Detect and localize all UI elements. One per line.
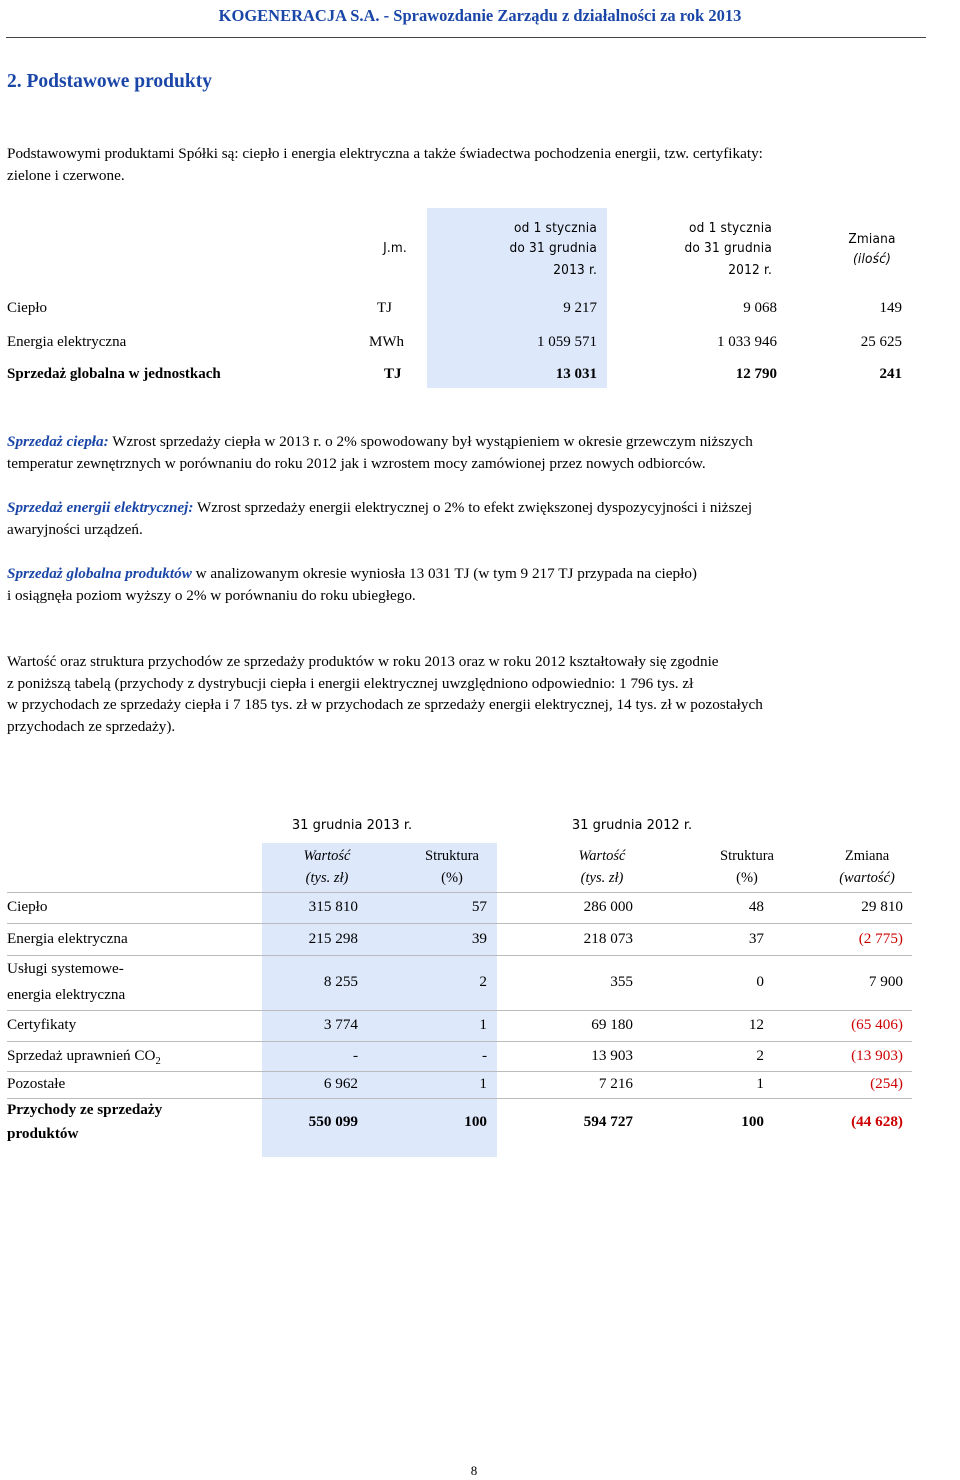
page-number: 8	[470, 1463, 478, 1478]
row-divider	[7, 923, 912, 924]
row-divider	[7, 1041, 912, 1042]
row-change: 149	[879, 300, 902, 316]
row-change: (13 903)	[851, 1047, 903, 1064]
para-lead: Sprzedaż globalna produktów	[7, 565, 192, 582]
row-value-2013: 6 962	[323, 1075, 358, 1092]
para-text: Wzrost sprzedaży energii elektrycznej o 2% to efekt zwiększonej dyspozycyjności i niższej	[193, 499, 753, 516]
row-label-line2: energia elektryczna	[7, 986, 126, 1003]
para-lead: Sprzedaż ciepła:	[7, 433, 109, 450]
row-value-2012: 9 068	[743, 300, 777, 316]
document-header: KOGENERACJA S.A. - Sprawozdanie Zarządu z działalności za rok 2013	[218, 6, 742, 25]
row-value-2012: 355	[610, 973, 633, 990]
row-label: Pozostałe	[7, 1075, 66, 1092]
row-structure-2013: 1	[479, 1016, 487, 1033]
intro-paragraph	[7, 143, 955, 186]
row-change: 25 625	[860, 334, 902, 350]
electricity-sales-paragraph	[7, 497, 955, 540]
row-value-2013: -	[352, 1047, 358, 1064]
row-label: Ciepło	[7, 898, 48, 915]
para-line	[7, 431, 955, 453]
row-structure-2012: 100	[741, 1113, 764, 1130]
row-value-2012: 7 216	[598, 1075, 633, 1092]
change-header: Zmiana	[848, 231, 896, 247]
row-value-2013: 3 774	[323, 1016, 358, 1033]
row-label: Przychody ze sprzedaży	[7, 1101, 163, 1118]
row-change: (254)	[870, 1075, 903, 1092]
para-line: Wartość oraz struktura przychodów ze sprzedaży produktów w roku 2013 oraz w roku 2012 kształtowały się zgodnie	[7, 653, 719, 670]
row-value-2013: 13 031	[555, 366, 597, 382]
intro-line: zielone i czerwone.	[7, 166, 125, 184]
row-structure-2013: 2	[479, 973, 487, 990]
row-structure-2012: 0	[756, 973, 764, 990]
col-2013-header-line: do 31 grudnia	[509, 240, 597, 256]
structure-header-unit: (%)	[441, 870, 463, 886]
change-header-sub: (ilość)	[852, 251, 892, 267]
row-label	[7, 1045, 161, 1073]
row-label-line2: produktów	[7, 1125, 79, 1142]
heat-sales-paragraph	[7, 431, 955, 474]
change-header-unit: (wartość)	[839, 870, 895, 886]
row-change: 241	[879, 366, 902, 382]
col-2012-header-line: 2012 r.	[728, 262, 772, 278]
para-line	[7, 563, 955, 585]
header-divider	[6, 37, 926, 38]
row-unit: TJ	[384, 366, 402, 382]
row-divider	[7, 955, 912, 956]
period-2013-header: 31 grudnia 2013 r.	[291, 818, 413, 833]
global-sales-paragraph	[7, 563, 955, 606]
row-change: 7 900	[868, 973, 903, 990]
row-structure-2012: 12	[748, 1016, 764, 1033]
para-line	[7, 497, 955, 519]
row-structure-2013: 39	[471, 930, 487, 947]
row-change: (44 628)	[851, 1113, 903, 1130]
structure-header: Struktura	[425, 848, 479, 864]
row-value-2012: 13 903	[591, 1047, 633, 1064]
row-label: Energia elektryczna	[7, 930, 128, 947]
para-line: i osiągnęła poziom wyższy o 2% w porównaniu do roku ubiegłego.	[7, 586, 416, 604]
structure-header-unit: (%)	[736, 870, 758, 886]
section-title: 2. Podstawowe produkty	[7, 71, 212, 92]
production-table	[7, 208, 907, 388]
revenue-paragraph	[7, 651, 955, 737]
row-value-2012: 1 033 946	[717, 334, 777, 350]
change-header: Zmiana	[844, 848, 890, 864]
period-2012-header: 31 grudnia 2012 r.	[571, 818, 693, 833]
row-divider	[7, 1010, 912, 1011]
row-value-2013: 9 217	[563, 300, 597, 316]
row-label: Usługi systemowe-	[7, 960, 124, 977]
row-structure-2013: 1	[479, 1075, 487, 1092]
para-text: Wzrost sprzedaży ciepła w 2013 r. o 2% spowodowany był wystąpieniem w okresie grzewczym niższych	[108, 433, 753, 450]
row-value-2012: 286 000	[583, 898, 633, 915]
row-value-2013: 8 255	[323, 973, 358, 990]
para-lead: Sprzedaż energii elektrycznej:	[7, 499, 194, 516]
para-line: awaryjności urządzeń.	[7, 520, 143, 538]
row-structure-2012: 2	[756, 1047, 764, 1064]
row-label-text: Sprzedaż uprawnień CO	[7, 1047, 156, 1064]
structure-header: Struktura	[720, 848, 774, 864]
row-structure-2013: -	[481, 1047, 487, 1064]
row-label-subscript: 2	[155, 1056, 161, 1068]
value-header-unit: (tys. zł)	[580, 870, 624, 886]
row-unit: TJ	[377, 300, 392, 316]
para-line: przychodach ze sprzedaży).	[7, 717, 176, 735]
revenue-table	[7, 815, 912, 1155]
row-structure-2013: 57	[471, 898, 487, 915]
row-label: Sprzedaż globalna w jednostkach	[7, 366, 221, 382]
para-line: w przychodach ze sprzedaży ciepła i 7 185 tys. zł w przychodach ze sprzedaży energii elektrycznej, 14 tys. zł w pozostałych	[7, 696, 763, 713]
row-value-2013: 550 099	[308, 1113, 358, 1130]
row-change: 29 810	[861, 898, 903, 915]
row-unit: MWh	[369, 334, 404, 350]
row-value-2013: 1 059 571	[537, 334, 597, 350]
row-divider	[7, 1071, 912, 1072]
col-2013-header-line: 2013 r.	[553, 262, 597, 278]
row-label: Certyfikaty	[7, 1016, 77, 1033]
para-line: z poniższą tabelą (przychody z dystrybucji ciepła i energii elektrycznej uwzględniono odpowiednio: 1 796 tys. zł	[7, 674, 694, 692]
para-text: w analizowanym okresie wyniosła 13 031 TJ (w tym 9 217 TJ przypada na ciepło)	[191, 565, 697, 582]
row-structure-2013: 100	[464, 1113, 487, 1130]
row-divider	[7, 892, 912, 893]
row-change: (65 406)	[851, 1016, 903, 1033]
row-structure-2012: 1	[756, 1075, 764, 1092]
row-value-2012: 594 727	[583, 1113, 633, 1130]
row-change: (2 775)	[858, 930, 903, 947]
row-structure-2012: 37	[748, 930, 764, 947]
value-header: Wartość	[578, 848, 626, 864]
row-value-2012: 12 790	[735, 366, 777, 382]
para-line: temperatur zewnętrznych w porównaniu do roku 2012 jak i wzrostem mocy zamówionej przez nowych odbiorców.	[7, 454, 706, 472]
col-2012-header-line: od 1 stycznia	[688, 220, 772, 236]
row-value-2012: 218 073	[583, 930, 633, 947]
col-2013-header-line: od 1 stycznia	[513, 220, 597, 236]
row-value-2013: 215 298	[308, 930, 358, 947]
col-2012-header-line: do 31 grudnia	[684, 240, 772, 256]
value-header: Wartość	[303, 848, 351, 864]
row-value-2012: 69 180	[591, 1016, 633, 1033]
intro-line: Podstawowymi produktami Spółki są: ciepło i energia elektryczna a także świadectwa pochodzenia energii, tzw. certyfikaty:	[7, 145, 763, 162]
value-header-unit: (tys. zł)	[305, 870, 349, 886]
row-label: Ciepło	[7, 300, 47, 316]
row-structure-2012: 48	[748, 898, 764, 915]
row-label: Energia elektryczna	[7, 334, 127, 350]
row-value-2013: 315 810	[308, 898, 358, 915]
shaded-column	[262, 843, 497, 1157]
unit-header: J.m.	[383, 240, 407, 256]
